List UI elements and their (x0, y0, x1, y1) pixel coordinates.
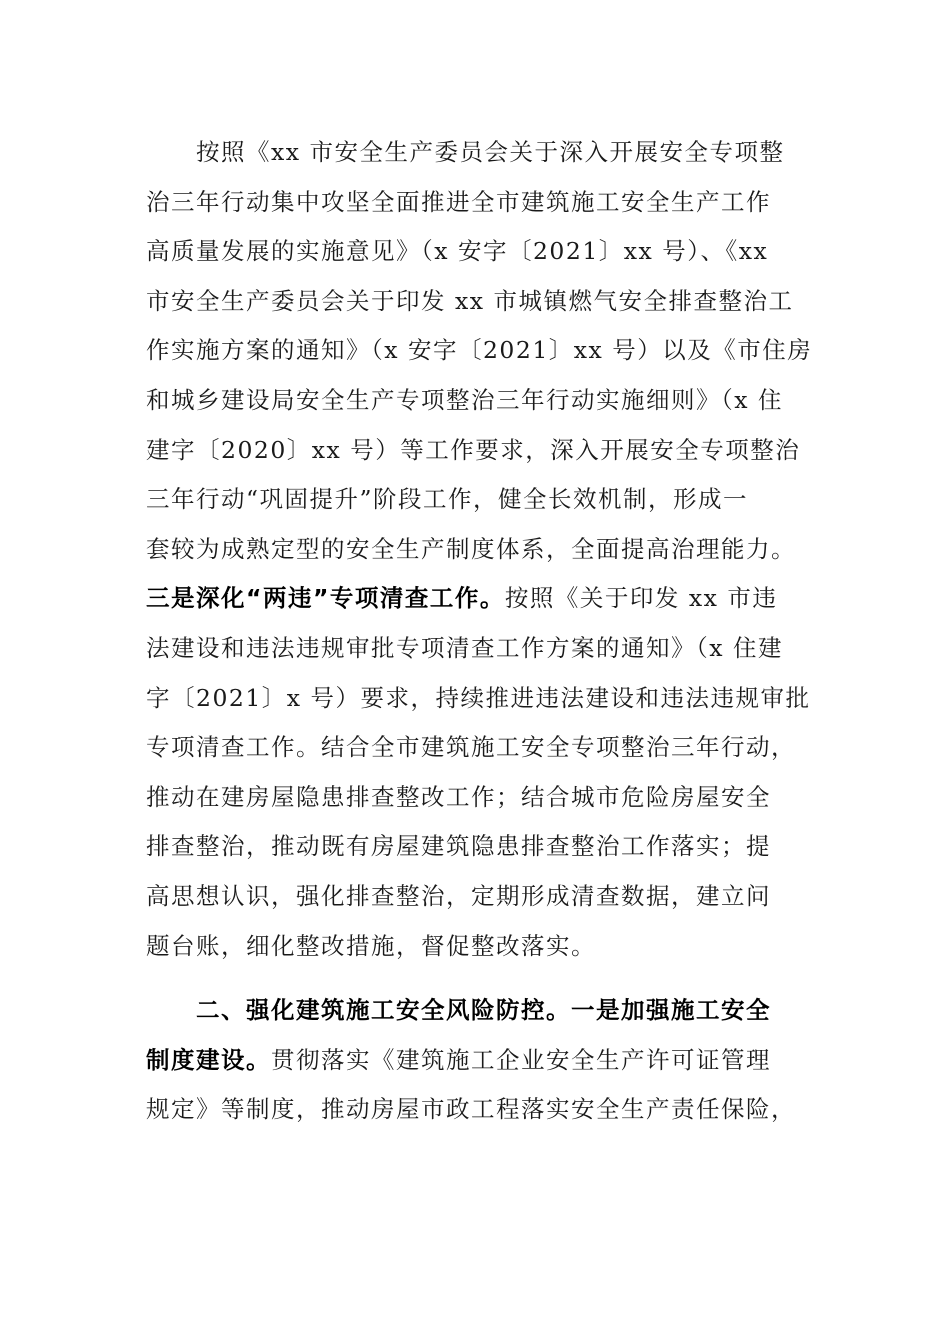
text-line: 法建设和违法违规审批专项清查工作方案的通知》（x 住建 (146, 633, 783, 662)
text-line: 题台账，细化整改措施，督促整改落实。 (146, 931, 596, 960)
text-line: 作实施方案的通知》（x 安字〔2021〕xx 号）以及《市住房 (146, 336, 813, 365)
text-line: 治三年行动集中攻坚全面推进全市建筑施工安全生产工作 (146, 187, 771, 216)
paragraph-construction-risk-control (146, 986, 806, 1135)
inline-heading: 制度建设。 (146, 1045, 271, 1074)
inline-heading: 三是深化“两违”专项清查工作。 (146, 584, 505, 613)
text-line: 建字〔2020〕xx 号）等工作要求，深入开展安全专项整治 (146, 435, 801, 464)
text-line: 推动在建房屋隐患排查整改工作；结合城市危险房屋安全 (146, 782, 771, 811)
text-line: 专项清查工作。结合全市建筑施工安全专项整治三年行动， (146, 733, 796, 762)
text-line: 字〔2021〕x 号）要求，持续推进违法建设和违法违规审批 (146, 683, 811, 712)
text-run: 按照《关于印发 xx 市违 (504, 584, 778, 613)
text-line: 套较为成熟定型的安全生产制度体系，全面提高治理能力。 (146, 534, 796, 563)
text-line-with-heading (146, 1036, 806, 1086)
text-line: 排查整治，推动既有房屋建筑隐患排查整治工作落实；提 (146, 832, 771, 861)
text-line: 高质量发展的实施意见》（x 安字〔2021〕xx 号）、《xx (146, 237, 769, 266)
paragraph-safety-rectification (146, 128, 813, 971)
section-heading: 二、强化建筑施工安全风险防控。一是加强施工安全 (196, 996, 771, 1024)
text-line: 规定》等制度，推动房屋市政工程落实安全生产责任保险， (146, 1095, 796, 1124)
text-run: 贯彻落实《建筑施工企业安全生产许可证管理 (271, 1045, 771, 1074)
text-line: 市安全生产委员会关于印发 xx 市城镇燃气安全排查整治工 (146, 286, 794, 315)
text-line: 高思想认识，强化排查整治，定期形成清查数据，建立问 (146, 881, 771, 910)
text-line: 按照《xx 市安全生产委员会关于深入开展安全专项整 (196, 138, 785, 166)
text-line: 三年行动“巩固提升”阶段工作，健全长效机制，形成一 (146, 485, 749, 514)
text-line: 和城乡建设局安全生产专项整治三年行动实施细则》（x 住 (146, 385, 783, 414)
text-line-with-heading (146, 574, 806, 624)
